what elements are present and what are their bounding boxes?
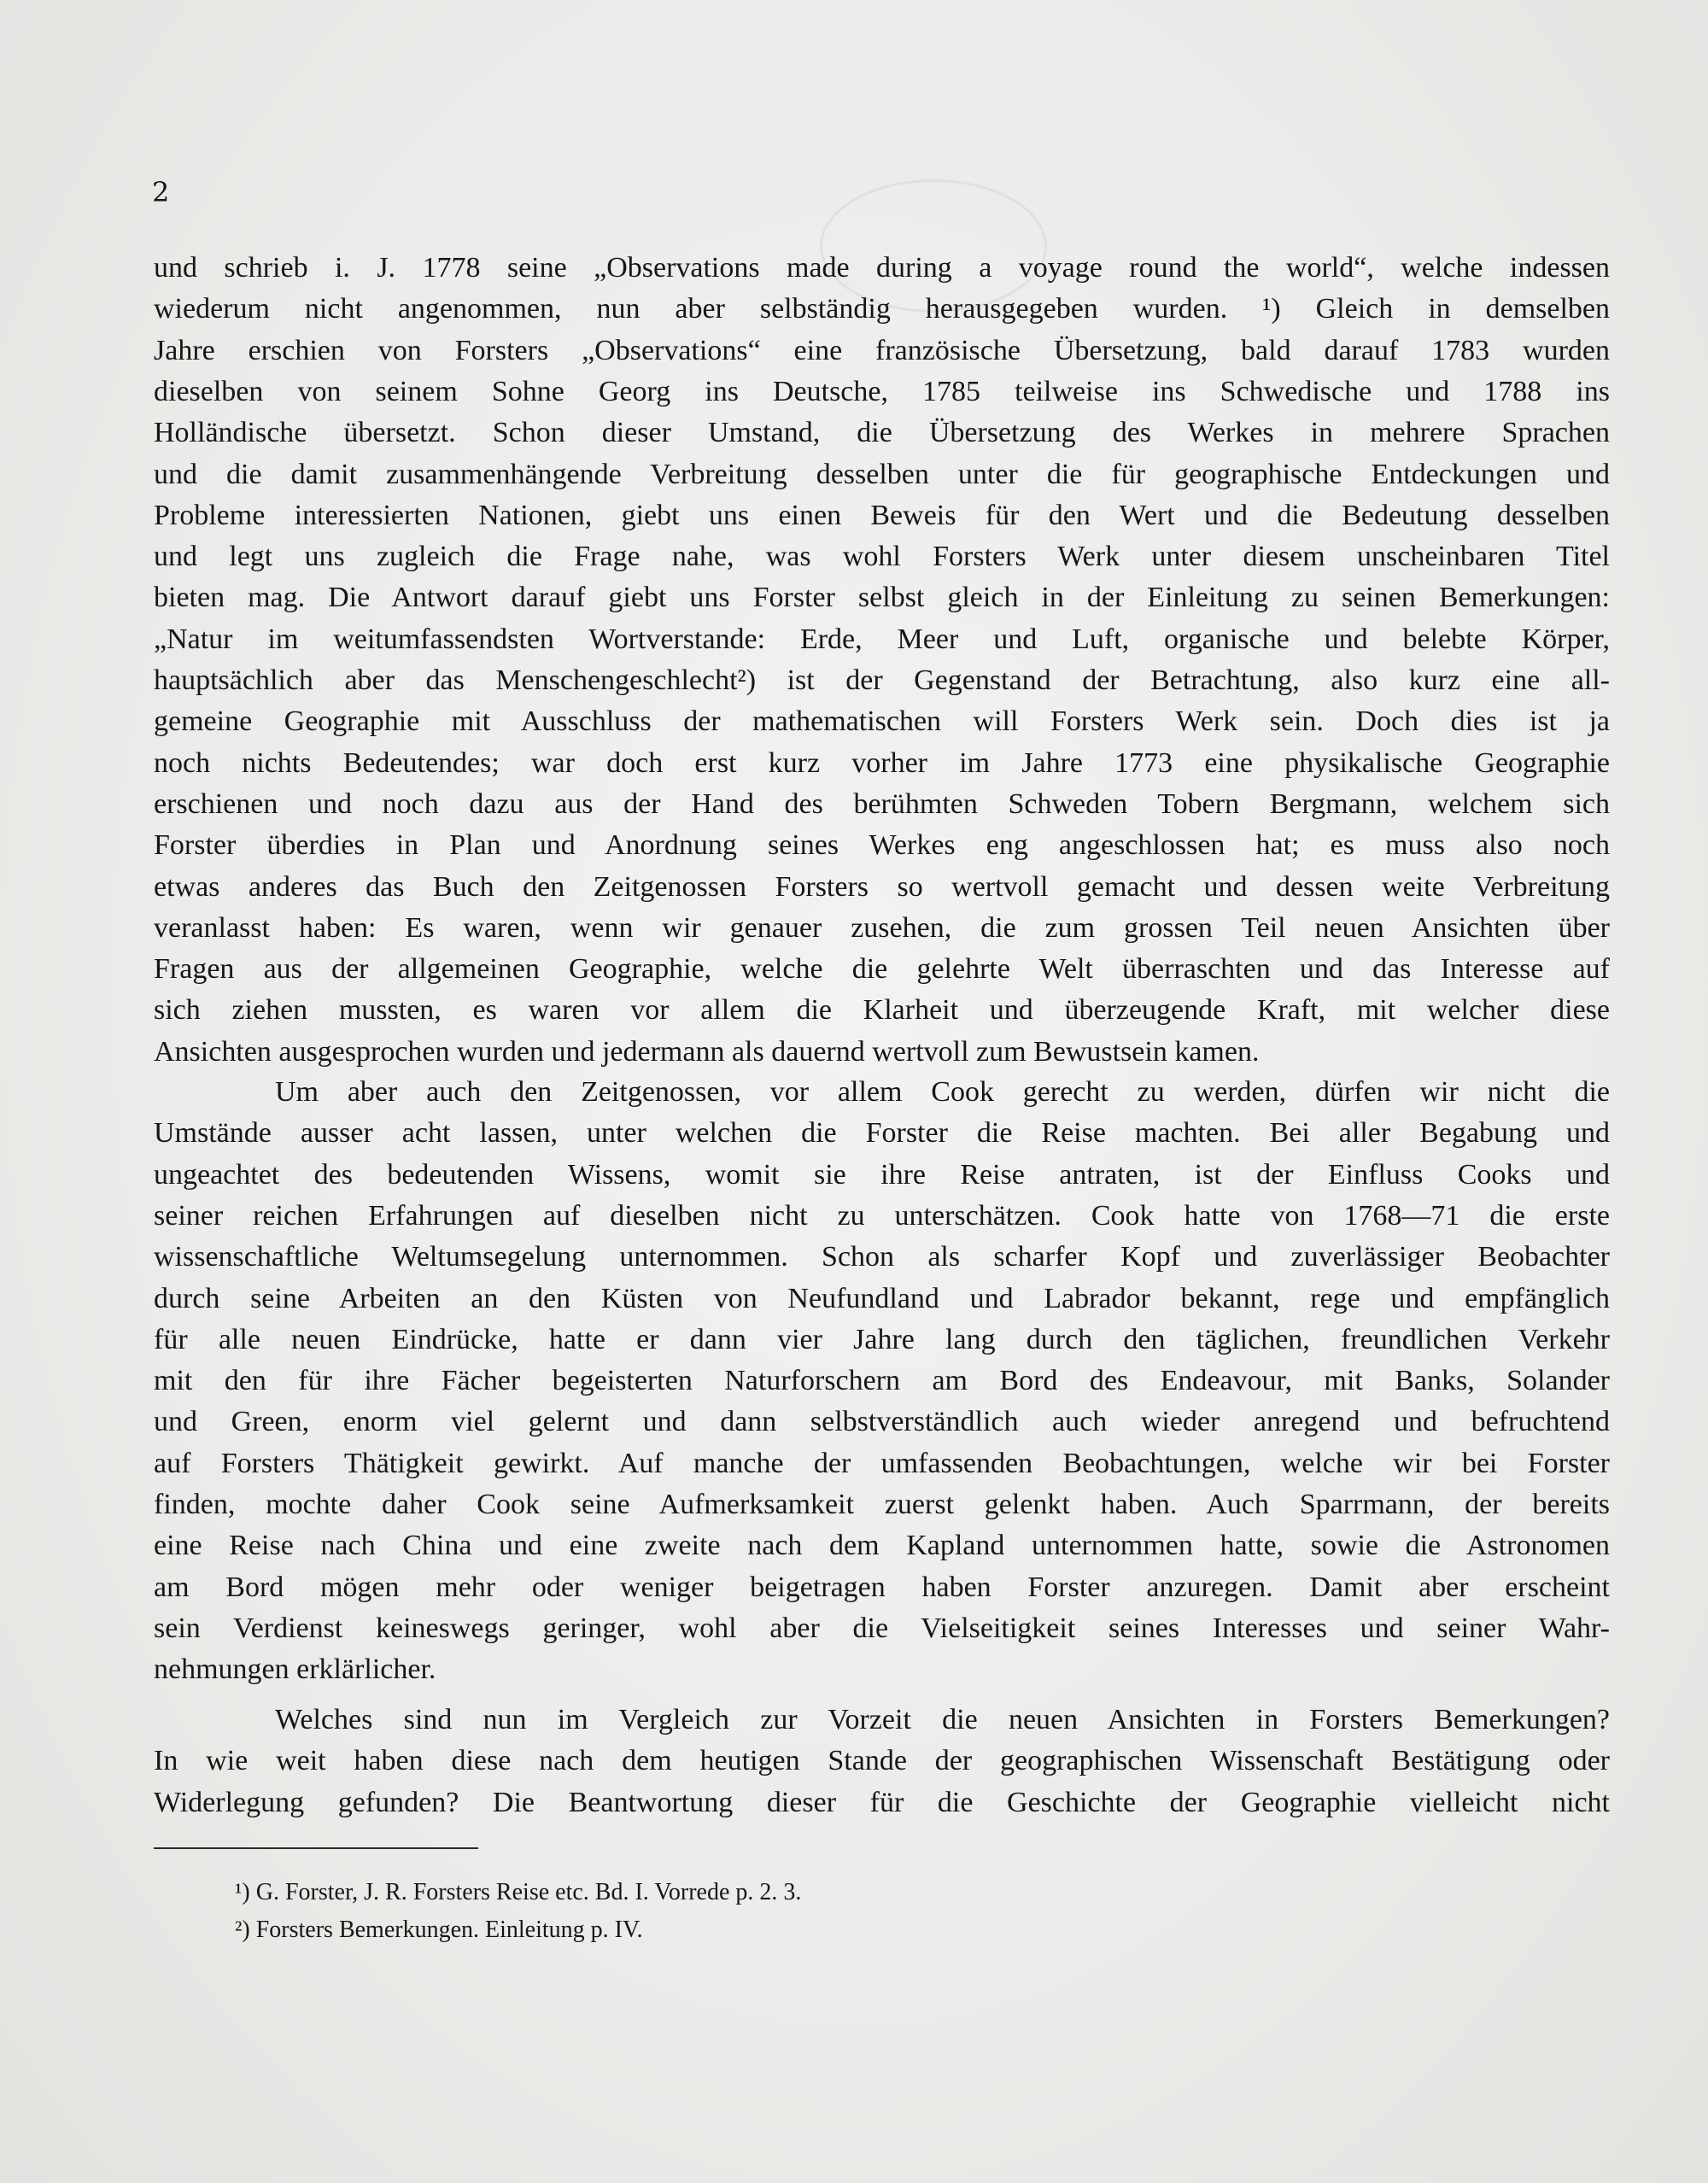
text-line: gemeine Geographie mit Ausschluss der mathematischen will Forsters Werk sein. Doch dies ist ja: [154, 705, 1610, 738]
text-line: veranlasst haben: Es waren, wenn wir genauer zusehen, die zum grossen Teil neuen Ansichten über: [154, 911, 1610, 944]
text-line: „Natur im weitumfassendsten Wortverstande: Erde, Meer und Luft, organische und belebte Körper,: [154, 623, 1610, 655]
text-line: Forster überdies in Plan und Anordnung seines Werkes eng angeschlossen hat; es muss also noch: [154, 829, 1610, 862]
text-line: sein Verdienst keineswegs geringer, wohl aber die Vielseitigkeit seines Interesses und seiner Wahr-: [154, 1612, 1610, 1644]
text-line: und schrieb i. J. 1778 seine „Observations made during a voyage round the world“, welche indessen: [154, 252, 1610, 284]
text-line: Probleme interessierten Nationen, giebt uns einen Beweis für den Wert und die Bedeutung desselben: [154, 499, 1610, 531]
footnote-text: Forsters Bemerkungen. Einleitung p. IV.: [255, 1917, 643, 1943]
text-line: Widerlegung gefunden? Die Beantwortung dieser für die Geschichte der Geographie vielleicht nicht: [154, 1786, 1610, 1818]
text-line: auf Forsters Thätigkeit gewirkt. Auf manche der umfassenden Beobachtungen, welche wir bei Forster: [154, 1447, 1610, 1479]
text-line: dieselben von seinem Sohne Georg ins Deutsche, 1785 teilweise ins Schwedische und 1788 ins: [154, 375, 1610, 407]
text-line: Holländische übersetzt. Schon dieser Umstand, die Übersetzung des Werkes in mehrere Sprachen: [154, 417, 1610, 449]
text-line: nehmungen erklärlicher.: [154, 1653, 436, 1686]
text-line: Umstände ausser acht lassen, unter welchen die Forster die Reise machten. Bei aller Begabung und: [154, 1117, 1610, 1150]
text-line: Jahre erschien von Forsters „Observations“ eine französische Übersetzung, bald darauf 1783 wurden: [154, 334, 1610, 366]
text-line: und die damit zusammenhängende Verbreitung desselben unter die für geographische Entdeckungen und: [154, 458, 1610, 490]
footnote-1: [235, 1876, 801, 1910]
text-line: etwas anderes das Buch den Zeitgenossen Forsters so wertvoll gemacht und dessen weite Verbreitung: [154, 870, 1610, 903]
text-line: ungeachtet des bedeutenden Wissens, womit sie ihre Reise antraten, ist der Einfluss Cooks und: [154, 1158, 1610, 1191]
text-line: mit den für ihre Fächer begeisterten Naturforschern am Bord des Endeavour, mit Banks, Solander: [154, 1365, 1610, 1397]
text-line: für alle neuen Eindrücke, hatte er dann vier Jahre lang durch den täglichen, freundlichen Verkehr: [154, 1323, 1610, 1355]
text-line: durch seine Arbeiten an den Küsten von Neufundland und Labrador bekannt, rege und empfänglich: [154, 1282, 1610, 1314]
footnote-marker: ¹): [235, 1879, 250, 1905]
text-line: noch nichts Bedeutendes; war doch erst kurz vorher im Jahre 1773 eine physikalische Geographie: [154, 746, 1610, 779]
text-line: am Bord mögen mehr oder weniger beigetragen haben Forster anzuregen. Damit aber erscheint: [154, 1571, 1610, 1603]
text-line: Welches sind nun im Vergleich zur Vorzeit die neuen Ansichten in Forsters Bemerkungen?: [275, 1704, 1610, 1735]
text-line: und Green, enorm viel gelernt und dann selbstverständlich auch wieder anregend und befruchtend: [154, 1406, 1610, 1438]
footnote-2: [235, 1913, 643, 1947]
footnote-divider: [154, 1847, 478, 1849]
text-line: Fragen aus der allgemeinen Geographie, welche die gelehrte Welt überraschten und das Interesse auf: [154, 953, 1610, 986]
footnote-marker: ²): [235, 1917, 250, 1943]
text-line: In wie weit haben diese nach dem heutigen Stande der geographischen Wissenschaft Bestätigung oder: [154, 1745, 1610, 1777]
text-line: sich ziehen mussten, es waren vor allem die Klarheit und überzeugende Kraft, mit welcher diese: [154, 994, 1610, 1027]
text-line: hauptsächlich aber das Menschengeschlecht²) ist der Gegenstand der Betrachtung, also kurz eine all-: [154, 664, 1610, 696]
page-number: 2: [152, 176, 170, 208]
text-line: seiner reichen Erfahrungen auf dieselben nicht zu unterschätzen. Cook hatte von 1768—71 die erste: [154, 1199, 1610, 1232]
text-line: Ansichten ausgesprochen wurden und jedermann als dauernd wertvoll zum Bewustsein kamen.: [154, 1035, 1260, 1068]
footnote-text: G. Forster, J. R. Forsters Reise etc. Bd. I. Vorrede p. 2. 3.: [255, 1879, 802, 1905]
text-line: wissenschaftliche Weltumsegelung unternommen. Schon als scharfer Kopf und zuverlässiger Beobachter: [154, 1241, 1610, 1273]
text-line: Um aber auch den Zeitgenossen, vor allem Cook gerecht zu werden, dürfen wir nicht die: [275, 1076, 1610, 1108]
text-line: wiederum nicht angenommen, nun aber selbständig herausgegeben wurden. ¹) Gleich in demselben: [154, 293, 1610, 325]
text-line: eine Reise nach China und eine zweite nach dem Kapland unternommen hatte, sowie die Astronomen: [154, 1530, 1610, 1562]
text-line: erschienen und noch dazu aus der Hand des berühmten Schweden Tobern Bergmann, welchem sich: [154, 787, 1610, 820]
text-line: finden, mochte daher Cook seine Aufmerksamkeit zuerst gelenkt haben. Auch Sparrmann, der bereits: [154, 1489, 1610, 1520]
text-line: bieten mag. Die Antwort darauf giebt uns Forster selbst gleich in der Einleitung zu seinen Bemerkungen:: [154, 582, 1610, 614]
text-line: und legt uns zugleich die Frage nahe, was wohl Forsters Werk unter diesem unscheinbaren Titel: [154, 541, 1610, 573]
